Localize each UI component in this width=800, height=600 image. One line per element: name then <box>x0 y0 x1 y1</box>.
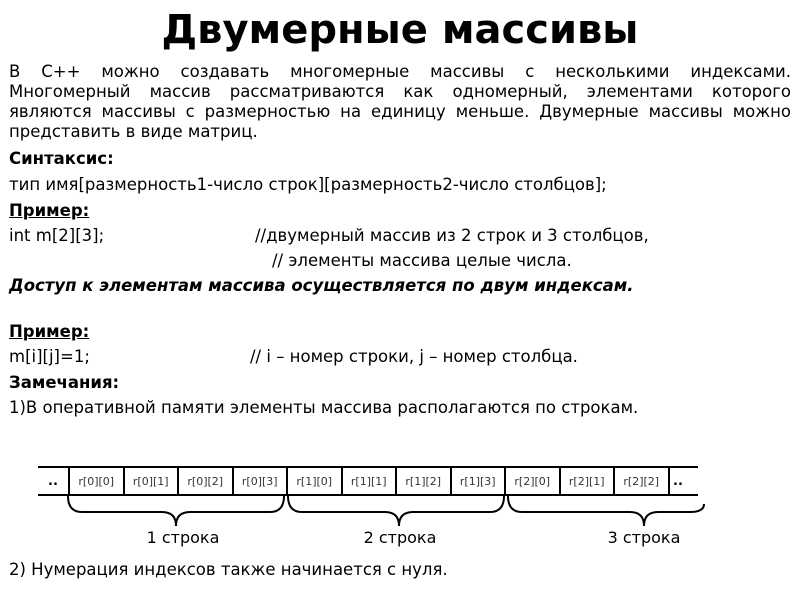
memory-cell: r[2][1] <box>559 468 614 494</box>
row1-brace <box>68 496 284 526</box>
memory-cell: r[0][3] <box>232 468 287 494</box>
intro-paragraph: В С++ можно создавать многомерные массивы с несколькими индексами. Многомерный массив рассматриваются как одномерный, элементами которого являются массивы с размерностью на единицу меньше. Двумерные массивы можно представить в виде матриц. <box>9 62 791 141</box>
row-label-2: 2 строка <box>363 528 437 547</box>
leading-dots: .. <box>48 473 58 489</box>
row-label-3: 3 строка <box>607 528 681 547</box>
example1-code: int m[2][3]; <box>9 226 105 245</box>
row-braces <box>0 496 800 530</box>
trailing-dots: .. <box>673 473 683 489</box>
memory-cell: r[1][1] <box>341 468 396 494</box>
example1-comment-2: // элементы массива целые числа. <box>272 251 572 270</box>
row2-brace <box>288 496 504 526</box>
access-note: Доступ к элементам массива осуществляется по двум индексам. <box>9 276 634 295</box>
memory-cell: r[0][2] <box>177 468 232 494</box>
row-label-1: 1 строка <box>146 528 220 547</box>
memory-layout-diagram <box>38 466 698 496</box>
remark-1: 1)В оперативной памяти элементы массива располагаются по строкам. <box>9 398 639 417</box>
memory-cell: r[1][3] <box>450 468 505 494</box>
memory-cell: r[0][0] <box>68 468 123 494</box>
example2-code: m[i][j]=1; <box>9 347 90 366</box>
memory-cell: r[0][1] <box>123 468 178 494</box>
example2-label: Пример: <box>9 322 90 341</box>
memory-cell: r[2][2] <box>613 468 668 494</box>
slide-title: Двумерные массивы <box>161 7 639 53</box>
memory-cell: r[1][2] <box>395 468 450 494</box>
syntax-line: тип имя[размерность1-число строк][размерность2-число столбцов]; <box>9 175 607 194</box>
remarks-label: Замечания: <box>9 373 120 392</box>
example1-comment-1: //двумерный массив из 2 строк и 3 столбцов, <box>255 226 649 245</box>
memory-cell: r[1][0] <box>286 468 341 494</box>
syntax-label: Синтаксис: <box>9 149 114 168</box>
example2-comment: // i – номер строки, j – номер столбца. <box>250 347 578 366</box>
row3-brace <box>508 496 704 526</box>
example1-label: Пример: <box>9 201 90 220</box>
memory-cell: r[2][0] <box>504 468 559 494</box>
remark-2: 2) Нумерация индексов также начинается с нуля. <box>9 560 448 579</box>
